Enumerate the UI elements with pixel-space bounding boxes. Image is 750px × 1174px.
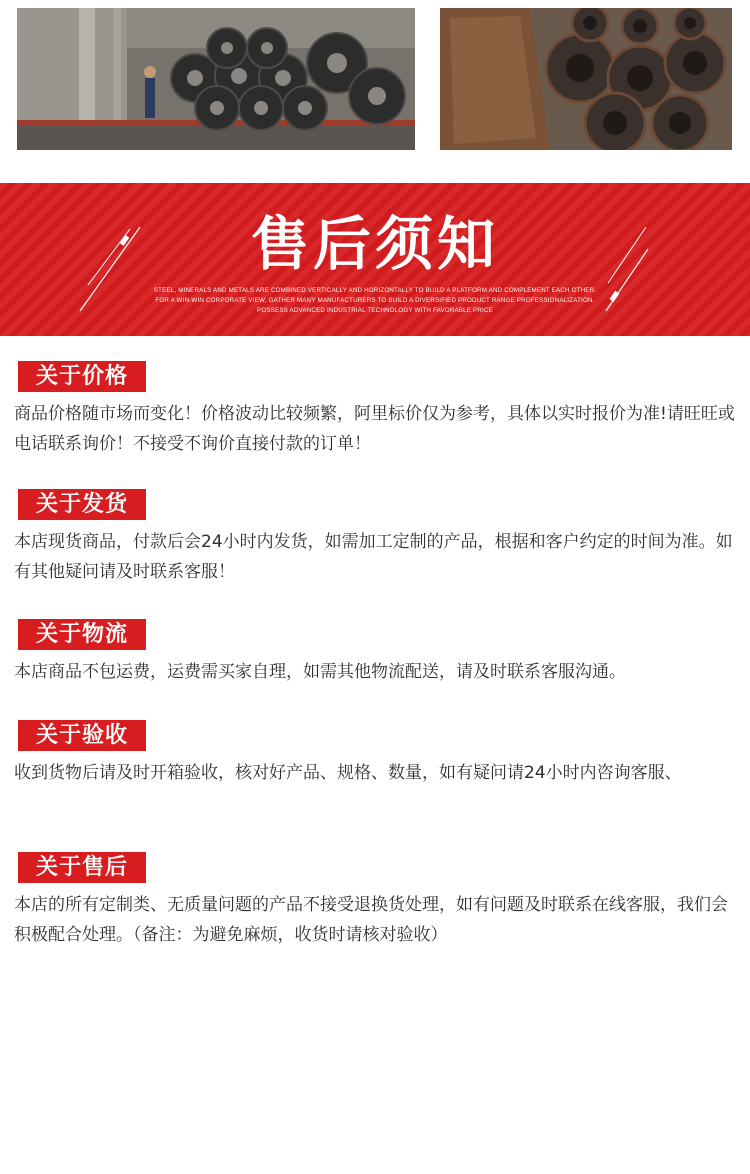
section-body: 本店的所有定制类、无质量问题的产品不接受退换货处理，如有问题及时联系在线客服，我们会积极配合处理。（备注：为避免麻烦，收货时请核对验收）: [14, 895, 728, 945]
steel-coils-stack-photo: [440, 8, 732, 150]
section-heading: 关于物流: [18, 619, 146, 650]
section-body: 本店现货商品，付款后会24小时内发货，如需加工定制的产品，根据和客户约定的时间为准。如有其他疑问请及时联系客服！: [14, 532, 733, 582]
section-body: 本店商品不包运费，运费需买家自理，如需其他物流配送，请及时联系客服沟通。: [14, 662, 626, 682]
decorative-slash-lines-right: [602, 223, 672, 313]
section-body: 商品价格随市场而变化！价格波动比较频繁，阿里标价仅为参考，具体以实时报价为准!请旺旺或电话联系询价！不接受不询价直接付款的订单！: [14, 404, 735, 454]
product-photos: [0, 0, 750, 160]
section-body: 收到货物后请及时开箱验收，核对好产品、规格、数量，如有疑问请24小时内咨询客服、: [14, 763, 682, 783]
banner-subtitle: STEEL, MINERALS AND METALS ARE COMBINED VERTICALLY AND HORIZONTALLY TO BUILD A PLATFORM AND COMPLEMENT EACH OTHER. FOR A WIN-WIN CORPORATE VIEW, GATHER MANY MANUFACTURERS TO BUILD A DIVERSIFIED PRODUCT RANGE PROFESSIONALIZATION. POSSESS ADVANCED INDUSTRIAL TECHNOLOGY WITH FAVORABLE PRICE: [153, 287, 597, 314]
section-heading: 关于售后: [18, 852, 146, 883]
banner-title: 售后须知: [250, 210, 499, 278]
steel-coils-warehouse-photo: [17, 8, 415, 150]
section-heading: 关于价格: [18, 361, 146, 392]
after-sales-banner: [0, 183, 750, 336]
section-heading: 关于验收: [18, 720, 146, 751]
section-heading: 关于发货: [18, 489, 146, 520]
